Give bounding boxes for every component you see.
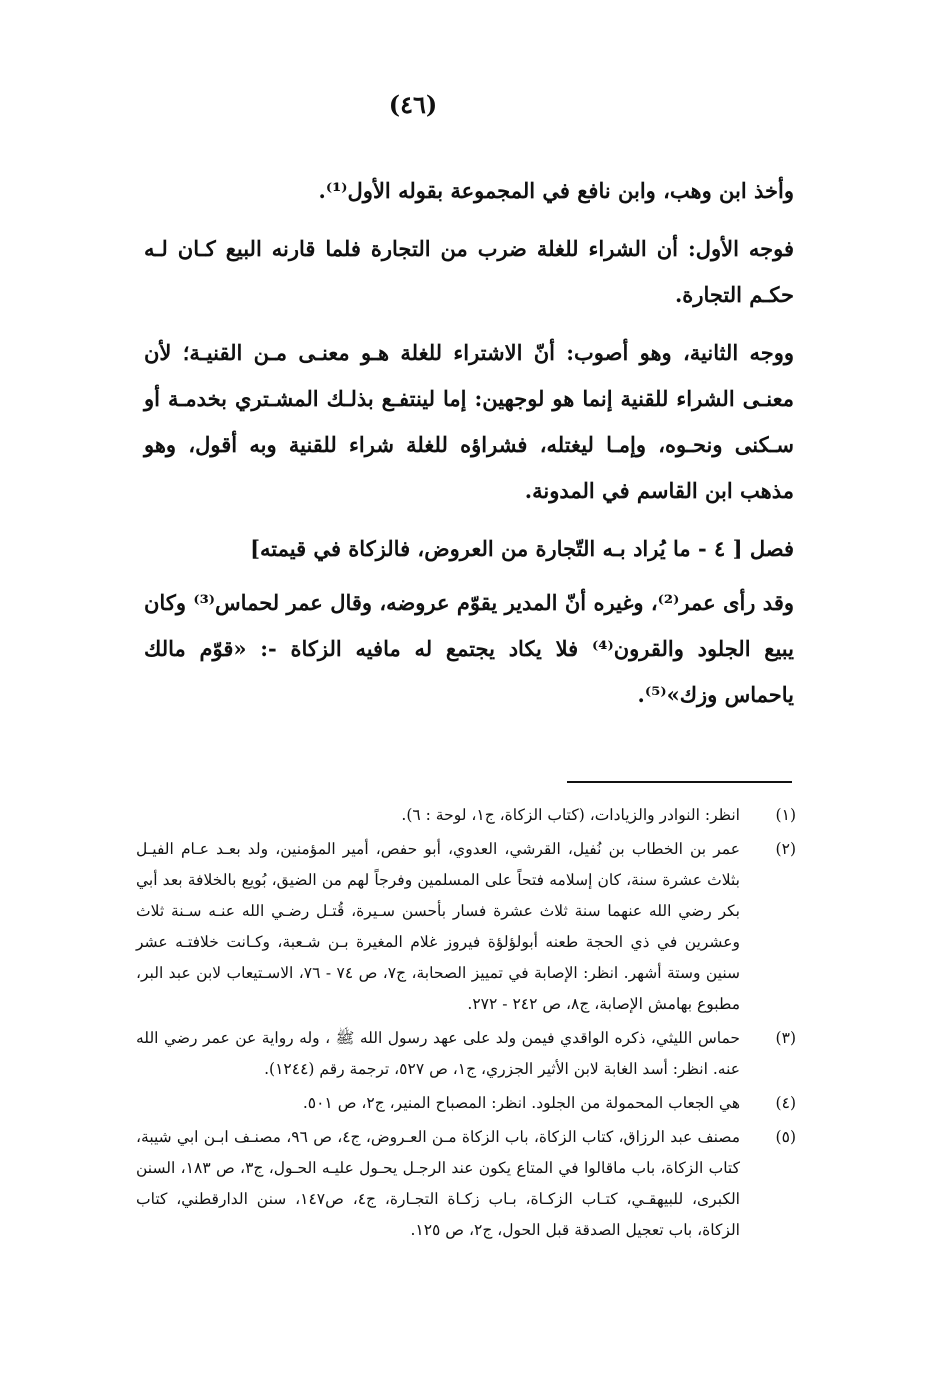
footnote-number: (٣) [775,1029,796,1047]
footnote-4 [136,1088,796,1119]
footnote-text: حماس الليثي، ذكره الواقدي فيمن ولد على عهد رسول الله ﷺ ، وله رواية عن عمر رضي الله عنه. انظر: أسد الغابة لابن الأثير الجزري، ج١، ص ٥٢٧، ترجمة رقم (١٢٤٤). [136,1029,740,1078]
footnote-5 [136,1122,796,1246]
footnote-number: (٢) [775,840,796,858]
footnote-number: (٤) [775,1094,796,1112]
paragraph-2: فوجه الأول: أن الشراء للغلة ضرب من التجارة فلما قارنه البيع كـان لـه حكـم التجارة. [144,236,794,307]
footnote-text: عمر بن الخطاب بن نُفيل، القرشي، العدوي، أبو حفص، أمير المؤمنين، ولد بعـد عـام الفيـل بثلاث عشرة سنة، كان إسلامه فتحاً على المسلمين وفرجاً لهم من الضيق، بُويع بالخلافة بعد أبي بكر رضي الله عنهما سنة ثلاث عشرة فسار بأحسن سـيرة، قُتـل رضـي الله عنـه سـنة ثلاث وعشرين في ذي الحجة طعنه أبولؤلؤة فيروز غلام المغيرة بـن شـعبة، وكـانت خلافتـه عشر سنين وستة أشهر. انظر: الإصابة في تمييز الصحابة، ج٧، ص ٧٤ - ٧٦، الاسـتيعاب لابن عبد البر، مطبوع بهامش الإصابة، ج٨، ص ٢٤٢ - ٢٧٢. [136,840,740,1013]
footnote-2 [136,834,796,1020]
paragraph-1: وأخذ ابن وهب، وابن نافع في المجموعة بقوله الأول⁽¹⁾. [318,178,794,203]
footnote-separator [567,781,792,783]
paragraph-4: وقد رأى عمر⁽²⁾، وغيره أنّ المدير يقوّم عروضه، وقال عمر لحماس⁽³⁾ وكان يبيع الجلود والقرون⁽⁴⁾ فلا يكاد يجتمع له مافيه الزكاة -: «قوّم مالك ياحماس وزك»⁽⁵⁾. [144,590,795,707]
footnote-3 [136,1023,796,1085]
footnote-1 [136,800,796,831]
section-heading: فصل [ ٤ - ما يُراد بـه التّجارة من العروض، فالزكاة في قيمته] [250,536,794,561]
paragraph-3: ووجه الثانية، وهو أصوب: أنّ الاشتراء للغلة هـو معنـى مـن القنيـة؛ لأن معنـى الشراء للقنية إنما هو لوجهين: إما لينتفـع بذلـك المشـتري بخدمـة أو سـكنى ونحـوه، وإمـا ليغتله، فشراؤه للغلة شراء للقنية وبه أقول، وهو مذهب ابن القاسم في المدونة. [144,340,794,503]
footnote-text: مصنف عبد الرزاق، كتاب الزكاة، باب الزكاة مـن العـروض، ج٤، ص ٩٦، مصنـف ابـن ابي شيبة، كتاب الزكاة، باب ماقالوا في المتاع يكون عند الرجـل يحـول عليـه الحـول، ج٣، ص ١٨٣، السنن الكبرى، للبيهقـي، كتـاب الزكـاة، بـاب زكـاة التجـارة، ج٤، ص١٤٧، سنن الدارقطني، كتاب الزكاة، باب تعجيل الصدقة قبل الحول، ج٢، ص ١٢٥. [136,1128,741,1239]
main-text [144,168,794,730]
footnote-number: (٥) [775,1128,796,1146]
footnote-text: انظر: النوادر والزيادات، (كتاب الزكاة، ج١، لوحة : ٦). [401,806,740,824]
page-number: (٤٦) [388,90,438,119]
footnote-text: هي الجعاب المحمولة من الجلود. انظر: المصباح المنير، ج٢، ص ٥٠١. [302,1094,740,1112]
footnote-number: (١) [775,806,796,824]
footnotes [136,800,796,1249]
